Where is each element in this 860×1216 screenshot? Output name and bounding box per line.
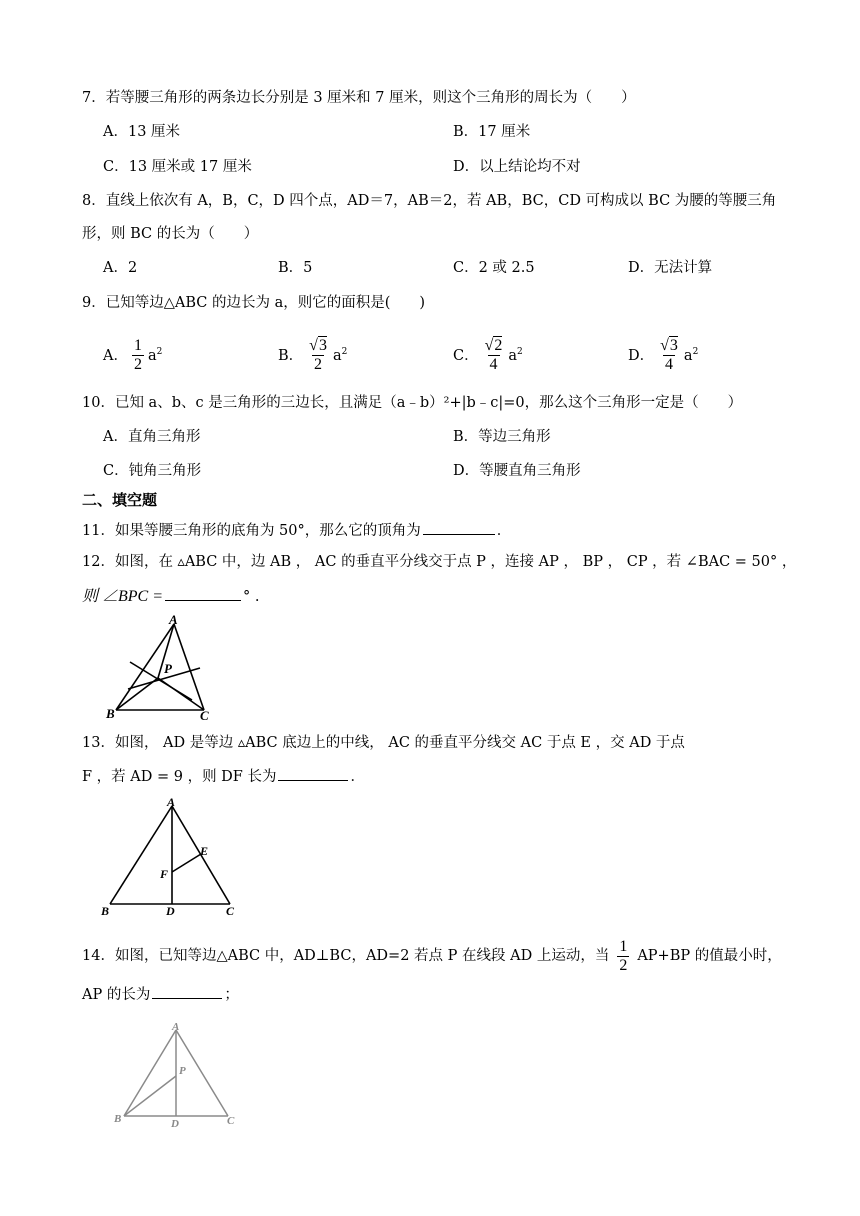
q7-option-a: A．13 厘米 — [103, 124, 181, 140]
q9-option-b-fraction: $\frac{√3}{2}$ — [309, 337, 327, 374]
q14-stem-line1: 14．如图，已知等边△ABC 中，AD⊥BC，AD=2 若点 P 在线段 AD 上运动，当 $\frac{1}{2}$ AP+BP 的值最小时， — [82, 937, 782, 974]
q7-option-b: B．17 厘米 — [453, 124, 531, 140]
q14-triangle-figure — [110, 1016, 246, 1132]
q13-stem-line1: 13．如图， AD 是等边 ▵ABC 底边上的中线， AC 的垂直平分线交 AC 于点 E ，交 AD 于点 — [82, 735, 685, 751]
q8-option-a: A．2 — [103, 260, 138, 276]
fig12-label-p: P — [164, 661, 172, 676]
q12-answer-blank[interactable] — [165, 586, 241, 601]
fig13-label-a: A — [167, 795, 176, 809]
q13-triangle-figure — [96, 792, 246, 918]
q9-option-a: A． $\frac{1}{2}$ $a^2$ — [103, 337, 163, 374]
q13-stem-line2: F ，若 AD = 9 ，则 DF 长为 ． — [82, 766, 365, 787]
q14-stem-line2: AP 的长为 ； — [82, 984, 239, 1005]
q9-option-d-fraction: $\frac{√3}{4}$ — [660, 337, 678, 374]
q9-stem: 9．已知等边△ABC 的边长为 a，则它的面积是( ) — [82, 295, 426, 311]
q9-option-c: C． $\frac{√2}{4}$ $a^2$ — [453, 337, 523, 374]
q12-stem-line2: 则 ∠BPC = ° . — [82, 588, 260, 605]
fig14-label-c: C — [227, 1115, 235, 1127]
q8-stem-line2: 形，则 BC 的长为（ ） — [82, 226, 259, 242]
q11-stem: 11．如果等腰三角形的底角为 50°，那么它的顶角为 ． — [82, 520, 511, 541]
fig14-label-p: P — [179, 1065, 186, 1077]
fig12-label-a: A — [169, 612, 178, 627]
fig12-label-b: B — [106, 706, 115, 721]
fig14-label-d: D — [171, 1118, 179, 1130]
q10-option-a: A．直角三角形 — [103, 429, 201, 445]
q9-option-d: D． $\frac{√3}{4}$ $a^2$ — [628, 337, 699, 374]
q9-option-d-label: D． — [628, 347, 655, 364]
fig13-label-c: C — [226, 904, 235, 918]
q13-answer-blank[interactable] — [278, 766, 348, 781]
q10-option-b: B．等边三角形 — [453, 429, 551, 445]
q10-stem: 10．已知 a、b、c 是三角形的三边长，且满足（a﹣b）²+|b﹣c|=0，那么这个三角形一定是（ ） — [82, 395, 743, 411]
fig12-label-c: C — [200, 708, 209, 723]
q10-option-c: C．钝角三角形 — [103, 463, 202, 479]
fig13-label-d: D — [166, 904, 175, 918]
q8-option-d: D．无法计算 — [628, 260, 713, 276]
q7-stem: 7．若等腰三角形的两条边长分别是 3 厘米和 7 厘米，则这个三角形的周长为（ ） — [82, 90, 636, 106]
fig13-label-b: B — [101, 904, 110, 918]
q9-option-c-label: C． — [453, 347, 479, 364]
q12-stem-line1: 12．如图，在 ▵ABC 中，边 AB ， AC 的垂直平分线交于点 P ，连接 AP ， BP ， CP ，若 ∠BAC = 50° ， — [82, 554, 797, 570]
q10-option-d: D．等腰直角三角形 — [453, 463, 581, 479]
q9-option-a-label: A． — [103, 347, 128, 364]
fig13-label-e: E — [200, 844, 209, 858]
section-heading: 二、填空题 — [82, 491, 158, 509]
fig13-label-f: F — [160, 867, 169, 881]
q11-answer-blank[interactable] — [423, 520, 495, 535]
q8-stem-line1: 8．直线上依次有 A，B，C，D 四个点，AD＝7，AB＝2，若 AB，BC，CD 可构成以 BC 为腰的等腰三角 — [82, 193, 777, 209]
fig14-label-a: A — [172, 1021, 180, 1033]
q8-option-b: B．5 — [278, 260, 313, 276]
q14-answer-blank[interactable] — [152, 984, 222, 999]
q8-option-c: C．2 或 2.5 — [453, 260, 535, 276]
q7-option-c: C．13 厘米或 17 厘米 — [103, 159, 252, 175]
q9-option-b: B． $\frac{√3}{2}$ $a^2$ — [278, 337, 348, 374]
fig14-label-b: B — [114, 1113, 122, 1125]
q9-option-c-fraction: $\frac{√2}{4}$ — [484, 337, 503, 374]
q9-option-b-label: B． — [278, 347, 304, 364]
q12-triangle-figure — [100, 612, 225, 724]
q9-option-a-fraction: $\frac{1}{2}$ — [133, 337, 142, 374]
q7-option-d: D．以上结论均不对 — [453, 159, 581, 175]
q14-fraction: $\frac{1}{2}$ — [619, 937, 628, 974]
